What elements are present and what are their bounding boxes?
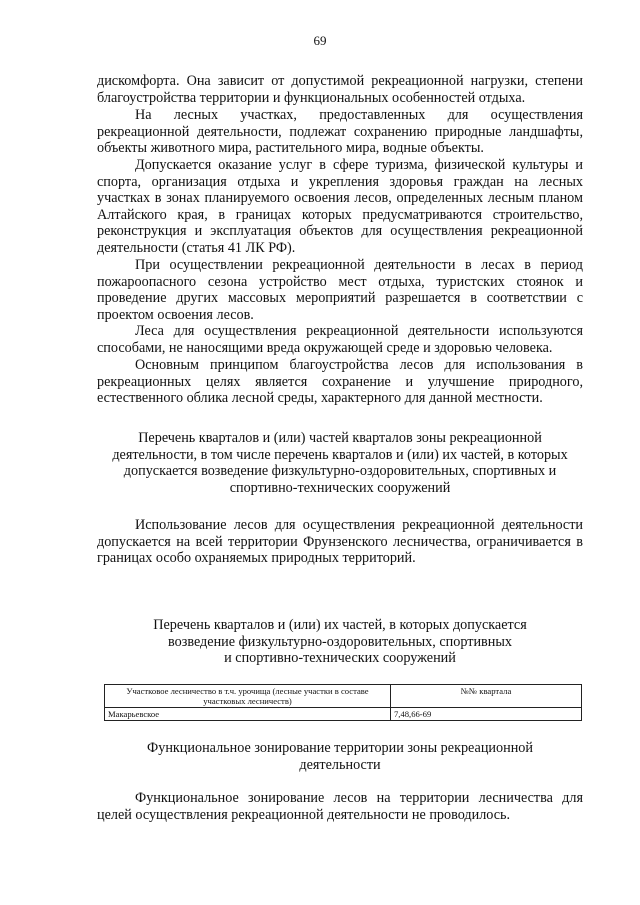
paragraph-functional-zoning: Функциональное зонирование лесов на территории лесничества для целей осуществления рекреационной деятельности не проводилось. bbox=[97, 790, 583, 823]
heading-line: допускается возведение физкультурно-оздоровительных, спортивных и bbox=[123, 463, 557, 480]
heading-line: возведение физкультурно-оздоровительных, спортивных bbox=[168, 633, 512, 650]
paragraph-discomfort: дискомфорта. Она зависит от допустимой рекреационной нагрузки, степени благоустройства территории и функциональных особенностей отдыха. bbox=[97, 73, 583, 106]
column-header-forestry: Участковое лесничество в т.ч. урочища (лесные участки в составе участковых лесничеств) bbox=[105, 685, 391, 708]
table-cell-quarters: 7,48,66-69 bbox=[391, 708, 582, 721]
table-row bbox=[105, 708, 582, 721]
quarters-table bbox=[104, 684, 582, 721]
heading-line: Перечень кварталов и (или) частей кварталов зоны рекреационной bbox=[138, 430, 542, 446]
paragraph-tourism-services: Допускается оказание услуг в сфере туризма, физической культуры и спорта, организация отдыха и укрепления здоровья граждан на лесных участках в зонах планируемого освоения лесов, определенных лесным планом Алтайского края, в границах которых предусматриваются строительство, реконструкция и эксплуатация объектов для осуществления рекреационной деятельности (статья 41 ЛК РФ). bbox=[97, 157, 583, 256]
heading-recreational-zone-quarters bbox=[97, 430, 583, 496]
heading-line: деятельности bbox=[299, 756, 381, 773]
paragraph-forest-usage-territory: Использование лесов для осуществления рекреационной деятельности допускается на всей территории Фрунзенского лесничества, ограничивается в границах особо охраняемых природных территорий. bbox=[97, 517, 583, 567]
heading-line: Перечень кварталов и (или) их частей, в которых допускается bbox=[153, 617, 527, 633]
table-cell-forestry: Макарьевское bbox=[105, 708, 391, 721]
page-number: 69 bbox=[313, 33, 327, 48]
heading-line: спортивно-технических сооружений bbox=[229, 479, 451, 496]
paragraph-forest-use: Леса для осуществления рекреационной деятельности используются способами, не наносящими вреда окружающей среде и здоровью человека. bbox=[97, 323, 583, 356]
column-header-quarters: №№ квартала bbox=[391, 685, 582, 708]
heading-line: Функциональное зонирование территории зоны рекреационной bbox=[147, 740, 533, 756]
heading-functional-zoning bbox=[97, 740, 583, 773]
heading-line: деятельности, в том числе перечень кварталов и (или) их частей, в которых bbox=[112, 446, 568, 463]
paragraph-fire-season: При осуществлении рекреационной деятельности в лесах в период пожароопасного сезона устройство мест отдыха, туристских стоянок и проведение других массовых мероприятий разрешается в соответствии с проектом освоения лесов. bbox=[97, 257, 583, 323]
table-header-row bbox=[105, 685, 582, 708]
paragraph-improvement-principle: Основным принципом благоустройства лесов для использования в рекреационных целях является сохранение и улучшение природного, естественного облика лесной среды, характерного для данной местности. bbox=[97, 357, 583, 407]
paragraph-landscapes: На лесных участках, предоставленных для осуществления рекреационной деятельности, подлежат сохранению природные ландшафты, объекты животного мира, растительного мира, водные объекты. bbox=[97, 107, 583, 157]
heading-sports-facilities-quarters bbox=[97, 617, 583, 667]
heading-line: и спортивно-технических сооружений bbox=[224, 650, 456, 667]
